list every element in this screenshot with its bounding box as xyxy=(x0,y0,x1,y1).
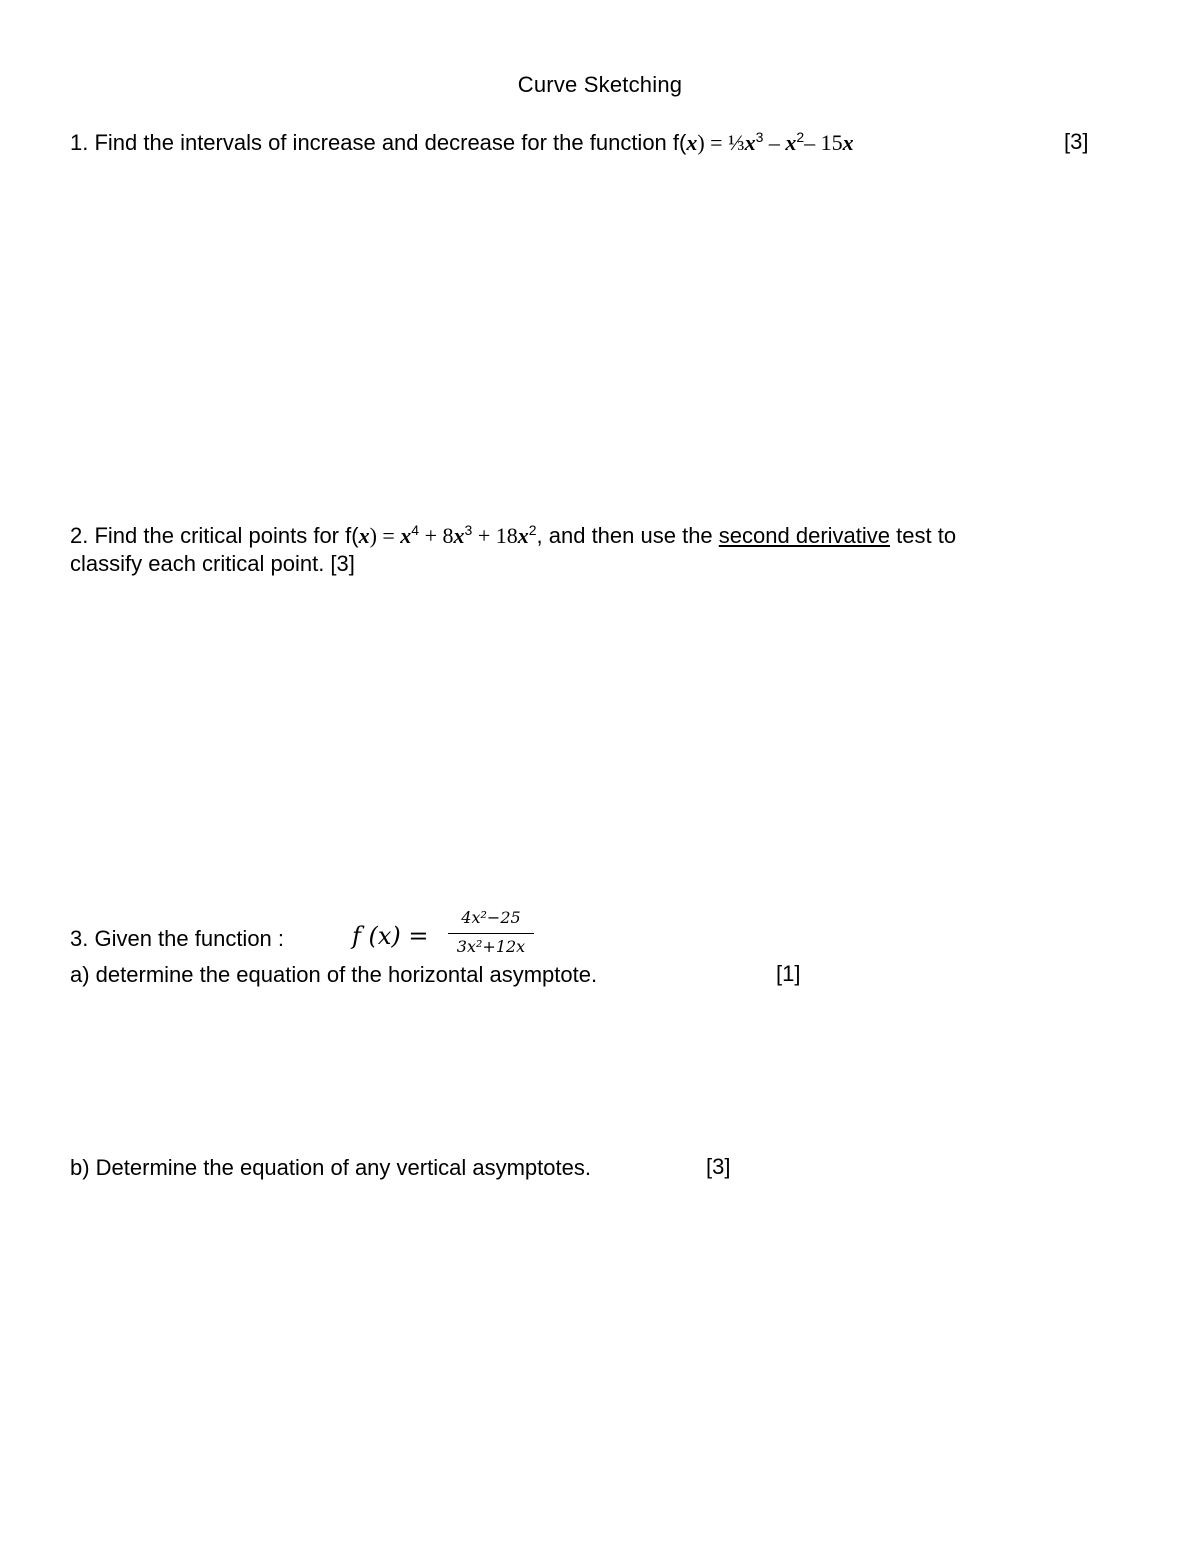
question-3a: a) determine the equation of the horizontal asymptote. xyxy=(70,962,598,987)
question-3b: b) Determine the equation of any vertical asymptotes. xyxy=(70,1155,591,1180)
question-3a-marks: [1] xyxy=(776,961,801,986)
question-1: 1. Find the intervals of increase and decrease for the function $f(x) = \frac{1}{3}x^3 - x^2-$ 15x xyxy=(70,129,854,155)
question-1-marks: [3] xyxy=(1064,129,1089,154)
question-2: 2. Find the critical points for $f(x) = x^4 + 8x^3 + 18x^2$, and then use the second derivative test to xyxy=(70,522,957,548)
fraction-bar xyxy=(448,933,534,934)
question-3-text: 3. Given the function : xyxy=(70,926,285,951)
question-1-text: 1. Find the intervals of increase and decrease for the function f( xyxy=(70,130,687,155)
fraction-numerator: 4x²−25 xyxy=(461,908,521,927)
function-label: f (x) = xyxy=(352,922,429,950)
question-2-text: 2. Find the critical points for f( xyxy=(70,523,359,548)
question-2-line-2: classify each critical point. [3] xyxy=(70,551,355,576)
page-title: Curve Sketching xyxy=(517,72,683,97)
question-3b-marks: [3] xyxy=(706,1154,731,1179)
rational-function-fraction xyxy=(448,908,534,956)
second-derivative-underlined: second derivative xyxy=(718,523,891,548)
fraction-denominator: 3x²+12x xyxy=(456,937,526,956)
